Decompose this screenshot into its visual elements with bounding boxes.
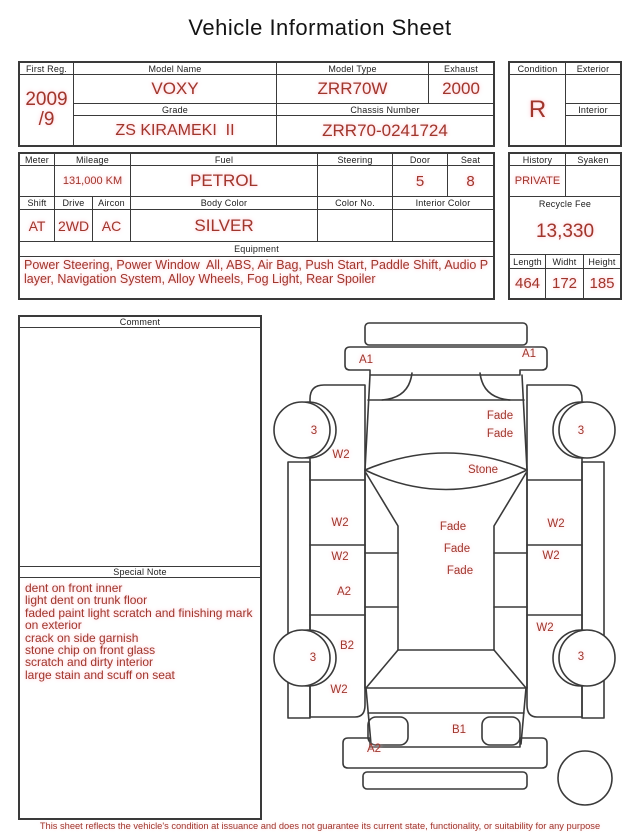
model-type-value: ZRR70W: [277, 75, 429, 104]
recycle-fee-header: Recycle Fee: [538, 198, 592, 209]
fuel-header: Fuel: [131, 154, 318, 166]
comment-body: [20, 328, 260, 566]
width-value: 172: [546, 269, 584, 298]
front-bumper-strip: [365, 323, 527, 345]
damage-label-w2: W2: [331, 517, 349, 529]
exterior-header: Exterior: [566, 63, 620, 75]
length-header: Length: [510, 255, 546, 269]
special-note-header: Special Note: [20, 566, 260, 578]
special-note-line: stone chip on front glass: [25, 643, 156, 658]
rear-bumper-strip: [363, 772, 527, 789]
special-note-line: large stain and scuff on seat: [25, 667, 175, 682]
rear-left-wheel: [274, 630, 330, 686]
history-value: PRIVATE: [510, 166, 566, 197]
tail-lamp-left: [368, 717, 408, 745]
wheels: [274, 402, 615, 805]
damage-label-b1: B1: [451, 724, 467, 736]
shift-value: AT: [20, 210, 55, 242]
damage-label-a2: A2: [366, 743, 382, 755]
front-right-wheel: [559, 402, 615, 458]
interior-color-header: Interior Color: [393, 197, 493, 210]
damage-label-w2: W2: [332, 449, 350, 461]
special-note-line: scratch and dirty interior: [25, 655, 154, 670]
door-value: 5: [393, 166, 448, 197]
special-note-line: faded paint light scratch and finishing mark on exterior: [25, 605, 253, 633]
height-value: 185: [589, 275, 615, 292]
damage-label-3: 3: [577, 425, 585, 437]
damage-label-w2: W2: [542, 550, 560, 562]
history-fee-table: [508, 152, 622, 300]
recycle-fee-value: 13,330: [510, 210, 620, 255]
special-note-body: [20, 578, 260, 818]
steering-value: [318, 166, 393, 197]
interior-color-value: [393, 210, 493, 242]
condition-table: [508, 61, 622, 147]
drive-value: 2WD: [55, 210, 93, 242]
damage-label-a2: A2: [336, 586, 352, 598]
damage-label-fade: Fade: [439, 521, 467, 533]
info-table: [18, 61, 495, 147]
exhaust-value: 2000: [429, 75, 493, 104]
damage-label-3: 3: [310, 425, 318, 437]
first-reg-value: [20, 75, 74, 145]
damage-label-fade: Fade: [446, 565, 474, 577]
height-header: Height: [584, 255, 620, 269]
page-title: Vehicle Information Sheet: [188, 15, 452, 40]
front-left-wheel: [274, 402, 330, 458]
shift-header: Shift: [20, 197, 55, 210]
damage-label-stone: Stone: [467, 464, 499, 476]
car-diagram: [270, 310, 640, 820]
drive-header: Drive: [55, 197, 93, 210]
exterior-value: [566, 75, 620, 104]
model-name-value: VOXY: [74, 75, 277, 104]
disclaimer-text: This sheet reflects the vehicle's condition at issuance and does not guarantee its current state, functionality, or suitability for any purpose: [39, 821, 601, 831]
special-note-line: dent on front inner: [25, 581, 123, 595]
color-no-value: [318, 210, 393, 242]
grade-header: Grade: [74, 104, 277, 116]
interior-value: [566, 116, 620, 145]
condition-header: Condition: [510, 63, 566, 75]
door-header: Door: [393, 154, 448, 166]
spec-table: [18, 152, 495, 300]
tail-lamp-right: [482, 717, 520, 745]
chassis-number-value: ZRR70-0241724: [322, 120, 448, 140]
first-reg-month: /9: [38, 109, 55, 130]
special-note-line: crack on side garnish: [25, 630, 139, 645]
exhaust-header: Exhaust: [429, 63, 493, 75]
damage-label-3: 3: [577, 651, 585, 663]
comment-header: Comment: [20, 317, 260, 328]
damage-label-b2: B2: [339, 640, 355, 652]
aircon-header: Aircon: [93, 197, 131, 210]
meter-value: [20, 166, 55, 197]
mileage-header: Mileage: [55, 154, 131, 166]
history-header: History: [510, 154, 566, 166]
grade-value: ZS KIRAMEKI II: [74, 116, 277, 145]
first-reg-year: 2009: [25, 89, 68, 110]
color-no-header: Color No.: [318, 197, 393, 210]
body-color-header: Body Color: [131, 197, 318, 210]
steering-header: Steering: [318, 154, 393, 166]
width-header: Widht: [546, 255, 584, 269]
damage-label-w2: W2: [536, 622, 554, 634]
length-value: 464: [510, 269, 546, 298]
damage-label-fade: Fade: [443, 543, 471, 555]
damage-label-a1: A1: [358, 354, 374, 366]
equipment-value: Power Steering, Power Window All, ABS, Air Bag, Push Start, Paddle Shift, Audio Player, Navigation System, Alloy Wheels, Fog Light, Rear Spoiler: [24, 258, 489, 286]
spare-wheel: [558, 751, 612, 805]
syaken-header: Syaken: [566, 154, 620, 166]
chassis-number-header: Chassis Number: [277, 104, 493, 116]
body-color-value: SILVER: [131, 210, 318, 242]
damage-label-a1: A1: [521, 348, 537, 360]
seat-header: Seat: [448, 154, 493, 166]
damage-label-w2: W2: [547, 518, 565, 530]
special-note-line: light dent on trunk floor: [25, 593, 148, 608]
damage-label-fade: Fade: [486, 410, 514, 422]
meter-header: Meter: [20, 154, 55, 166]
interior-header: Interior: [566, 104, 620, 116]
windshield: [365, 453, 527, 490]
syaken-value: [566, 166, 620, 197]
equipment-header: Equipment: [20, 242, 493, 257]
aircon-value: AC: [93, 210, 131, 242]
condition-value: R: [510, 75, 566, 145]
first-reg-header: First Reg.: [20, 63, 74, 75]
model-type-header: Model Type: [277, 63, 429, 75]
front-bumper: [345, 347, 547, 375]
damage-label-w2: W2: [331, 551, 349, 563]
seat-value: 8: [448, 166, 493, 197]
damage-label-fade: Fade: [486, 428, 514, 440]
damage-label-w2: W2: [330, 684, 348, 696]
mileage-value: 131,000 KM: [55, 166, 131, 197]
fuel-value: PETROL: [131, 166, 318, 197]
damage-labels: [310, 348, 584, 755]
damage-label-3: 3: [309, 652, 317, 664]
rear-right-wheel: [559, 630, 615, 686]
model-name-header: Model Name: [74, 63, 277, 75]
comment-box: [18, 315, 262, 820]
